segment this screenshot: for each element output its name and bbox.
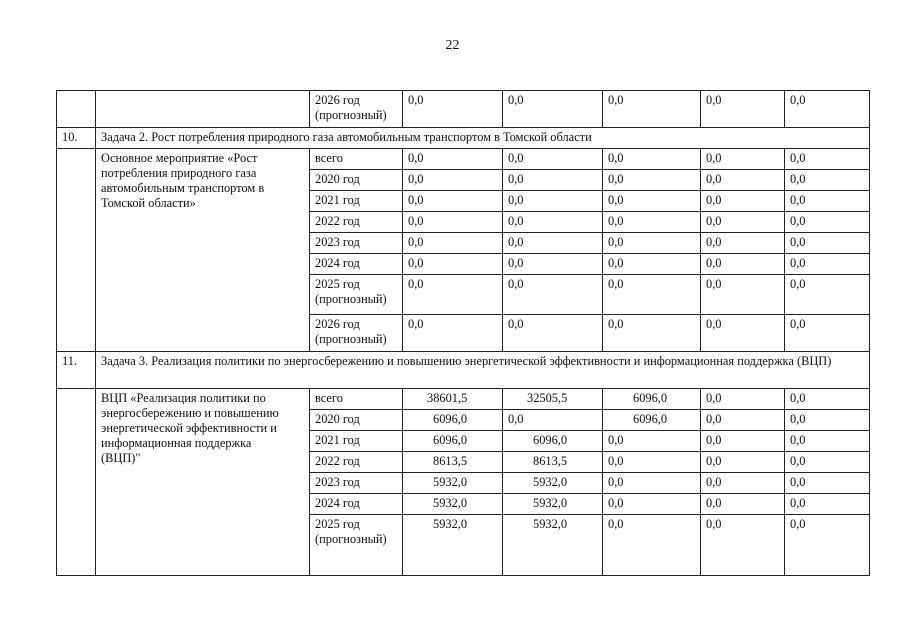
value-cell: 0,0 — [503, 275, 603, 315]
number-cell — [57, 149, 96, 352]
value-cell: 0,0 — [701, 315, 785, 352]
period-cell: 2024 год — [310, 494, 403, 515]
value-cell: 0,0 — [603, 452, 701, 473]
value-cell: 0,0 — [785, 515, 870, 576]
value-cell: 0,0 — [403, 233, 503, 254]
value-cell: 5932,0 — [403, 494, 503, 515]
value-cell: 0,0 — [603, 170, 701, 191]
period-cell: 2023 год — [310, 473, 403, 494]
period-cell: 2022 год — [310, 452, 403, 473]
value-cell: 0,0 — [785, 275, 870, 315]
period-cell: 2023 год — [310, 233, 403, 254]
value-cell: 0,0 — [701, 170, 785, 191]
value-cell: 0,0 — [403, 275, 503, 315]
value-cell: 0,0 — [603, 191, 701, 212]
value-cell: 0,0 — [503, 170, 603, 191]
value-cell: 0,0 — [503, 191, 603, 212]
value-cell: 0,0 — [785, 431, 870, 452]
value-cell: 5932,0 — [403, 515, 503, 576]
value-cell: 0,0 — [701, 452, 785, 473]
value-cell: 0,0 — [603, 233, 701, 254]
value-cell: 6096,0 — [603, 389, 701, 410]
value-cell: 0,0 — [785, 452, 870, 473]
task-number: 10. — [57, 128, 96, 149]
value-cell: 0,0 — [603, 473, 701, 494]
value-cell: 6096,0 — [603, 410, 701, 431]
value-cell: 8613,5 — [403, 452, 503, 473]
table-row — [57, 91, 870, 128]
value-cell: 0,0 — [785, 389, 870, 410]
value-cell: 0,0 — [403, 91, 503, 128]
value-cell: 0,0 — [403, 212, 503, 233]
activity-cell: ВЦП «Реализация политики по энергосбережению и повышению энергетической эффективности и информационная поддержка (ВЦП)" — [96, 389, 310, 576]
period-cell: всего — [310, 149, 403, 170]
value-cell: 5932,0 — [403, 473, 503, 494]
period-cell: 2022 год — [310, 212, 403, 233]
value-cell: 6096,0 — [503, 431, 603, 452]
value-cell: 0,0 — [701, 275, 785, 315]
budget-table — [56, 90, 870, 576]
value-cell: 0,0 — [503, 149, 603, 170]
task-header-row — [57, 352, 870, 389]
activity-cell: Основное мероприятие «Рост потребления природного газа автомобильным транспортом в Томской области» — [96, 149, 310, 352]
value-cell: 0,0 — [603, 254, 701, 275]
value-cell: 0,0 — [603, 275, 701, 315]
value-cell: 0,0 — [785, 315, 870, 352]
value-cell: 0,0 — [503, 212, 603, 233]
value-cell: 5932,0 — [503, 494, 603, 515]
period-cell: 2024 год — [310, 254, 403, 275]
value-cell: 0,0 — [503, 233, 603, 254]
value-cell: 0,0 — [701, 515, 785, 576]
value-cell: 0,0 — [503, 254, 603, 275]
value-cell: 0,0 — [603, 431, 701, 452]
value-cell: 0,0 — [785, 170, 870, 191]
value-cell: 0,0 — [503, 315, 603, 352]
period-cell: 2021 год — [310, 191, 403, 212]
value-cell: 0,0 — [701, 91, 785, 128]
value-cell: 0,0 — [403, 149, 503, 170]
period-cell: всего — [310, 389, 403, 410]
value-cell: 0,0 — [701, 410, 785, 431]
value-cell: 0,0 — [403, 254, 503, 275]
number-cell — [57, 389, 96, 576]
value-cell: 0,0 — [785, 410, 870, 431]
value-cell: 8613,5 — [503, 452, 603, 473]
value-cell: 0,0 — [701, 494, 785, 515]
value-cell: 0,0 — [701, 389, 785, 410]
value-cell: 0,0 — [603, 149, 701, 170]
activity-cell — [96, 91, 310, 128]
value-cell: 0,0 — [701, 254, 785, 275]
value-cell: 0,0 — [403, 170, 503, 191]
period-cell: 2025 год (прогнозный) — [310, 515, 403, 576]
period-cell: 2025 год (прогнозный) — [310, 275, 403, 315]
value-cell: 0,0 — [603, 212, 701, 233]
value-cell: 0,0 — [701, 191, 785, 212]
value-cell: 0,0 — [785, 494, 870, 515]
value-cell: 0,0 — [701, 431, 785, 452]
value-cell: 0,0 — [503, 91, 603, 128]
value-cell: 0,0 — [701, 473, 785, 494]
value-cell: 0,0 — [603, 91, 701, 128]
value-cell: 0,0 — [785, 233, 870, 254]
value-cell: 0,0 — [701, 149, 785, 170]
value-cell: 0,0 — [403, 191, 503, 212]
value-cell: 0,0 — [785, 91, 870, 128]
value-cell: 0,0 — [603, 494, 701, 515]
number-cell — [57, 91, 96, 128]
value-cell: 0,0 — [503, 410, 603, 431]
period-cell: 2026 год (прогнозный) — [310, 315, 403, 352]
value-cell: 0,0 — [403, 315, 503, 352]
value-cell: 0,0 — [785, 212, 870, 233]
value-cell: 0,0 — [785, 473, 870, 494]
value-cell: 6096,0 — [403, 431, 503, 452]
task-number: 11. — [57, 352, 96, 389]
table-row — [57, 149, 870, 170]
task-title: Задача 3. Реализация политики по энергосбережению и повышению энергетической эффективности и информационная поддержка (ВЦП) — [96, 352, 870, 389]
value-cell: 32505,5 — [503, 389, 603, 410]
table-row — [57, 389, 870, 410]
value-cell: 38601,5 — [403, 389, 503, 410]
value-cell: 0,0 — [701, 233, 785, 254]
value-cell: 5932,0 — [503, 515, 603, 576]
period-cell: 2021 год — [310, 431, 403, 452]
value-cell: 5932,0 — [503, 473, 603, 494]
value-cell: 0,0 — [603, 515, 701, 576]
period-cell: 2020 год — [310, 410, 403, 431]
value-cell: 0,0 — [701, 212, 785, 233]
period-cell: 2020 год — [310, 170, 403, 191]
table-body — [57, 91, 870, 576]
page-number: 22 — [445, 38, 460, 53]
task-header-row — [57, 128, 870, 149]
value-cell: 0,0 — [785, 254, 870, 275]
value-cell: 0,0 — [603, 315, 701, 352]
value-cell: 0,0 — [785, 191, 870, 212]
task-title: Задача 2. Рост потребления природного газа автомобильным транспортом в Томской области — [96, 128, 870, 149]
value-cell: 6096,0 — [403, 410, 503, 431]
value-cell: 0,0 — [785, 149, 870, 170]
period-cell: 2026 год (прогнозный) — [310, 91, 403, 128]
